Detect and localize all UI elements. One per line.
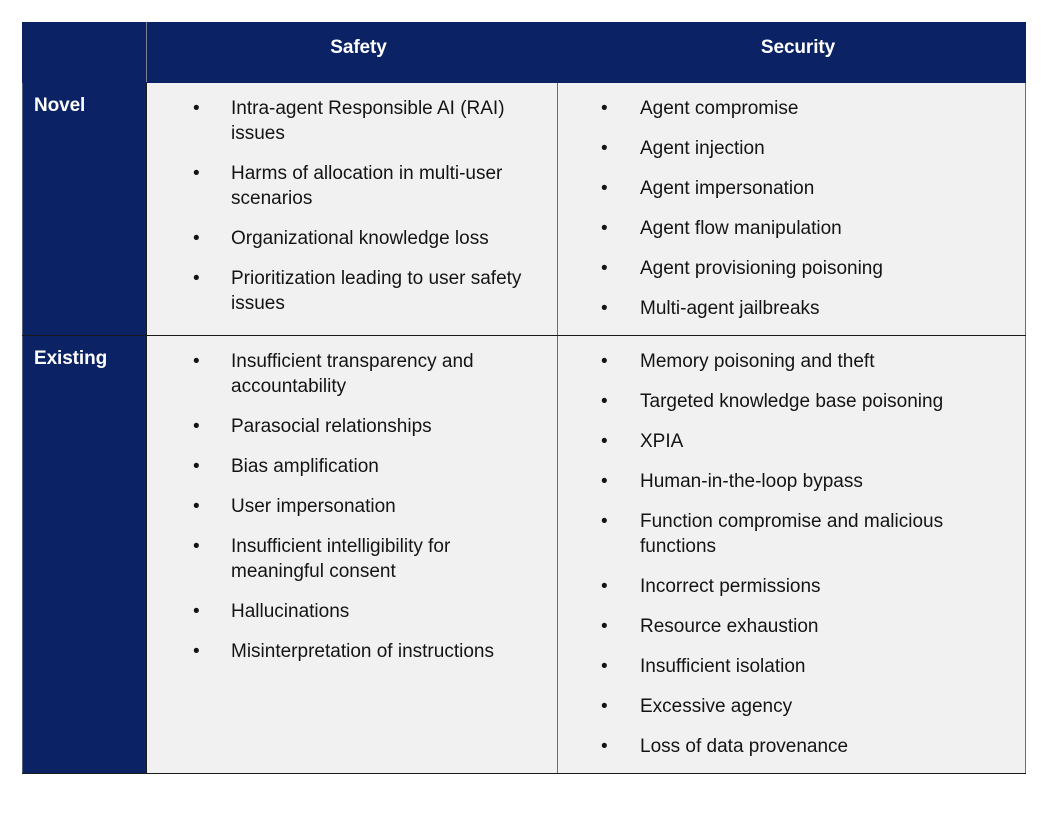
list-item [147, 599, 541, 624]
bullet-icon: • [601, 511, 608, 532]
header-cell-corner [23, 23, 147, 83]
list-item [147, 534, 541, 584]
list-item [558, 136, 1009, 161]
bullet-icon: • [601, 298, 608, 319]
list-item-label: Agent injection [640, 138, 765, 159]
list-item [147, 639, 541, 664]
bullet-icon: • [601, 576, 608, 597]
list-item [558, 256, 1009, 281]
list-item [558, 469, 1009, 494]
bullet-icon: • [601, 431, 608, 452]
list-item-label: Targeted knowledge base poisoning [640, 391, 944, 412]
list-item-label: Hallucinations [231, 601, 350, 622]
bullet-icon: • [601, 178, 608, 199]
bullet-icon: • [193, 416, 200, 437]
list-item-label: Human-in-the-loop bypass [640, 471, 863, 492]
list-item [558, 614, 1009, 639]
bullet-list-novel-security [558, 83, 1025, 335]
bullet-icon: • [193, 268, 200, 289]
cell-novel-safety [147, 83, 558, 336]
list-item-label: Excessive agency [640, 696, 793, 717]
cell-novel-security [558, 83, 1026, 336]
risk-taxonomy-table [22, 22, 1026, 774]
bullet-icon: • [601, 218, 608, 239]
header-label-safety: Safety [330, 37, 387, 58]
bullet-icon: • [193, 536, 200, 557]
list-item [558, 734, 1009, 759]
cell-existing-security [558, 336, 1026, 774]
list-item [147, 454, 541, 479]
row-label-existing: Existing [34, 348, 108, 369]
bullet-icon: • [193, 456, 200, 477]
list-item-label: Multi-agent jailbreaks [640, 298, 820, 319]
list-item-label: Agent impersonation [640, 178, 815, 199]
cell-existing-safety [147, 336, 558, 774]
header-row [23, 23, 1026, 83]
bullet-icon: • [193, 163, 200, 184]
bullet-icon: • [601, 616, 608, 637]
list-item-label: XPIA [640, 431, 684, 452]
table-body [23, 83, 1026, 774]
list-item [558, 96, 1009, 121]
list-item-label: Agent provisioning poisoning [640, 258, 883, 279]
list-item [147, 349, 541, 399]
header-cell-safety [147, 23, 558, 83]
list-item-label: Organizational knowledge loss [231, 228, 489, 249]
list-item-label: Memory poisoning and theft [640, 351, 875, 372]
list-item-label: User impersonation [231, 496, 396, 517]
list-item [147, 96, 541, 146]
header-label-corner [23, 23, 146, 37]
list-item-label: Intra-agent Responsible AI (RAI) issues [231, 98, 505, 144]
bullet-icon: • [601, 258, 608, 279]
list-item-label: Insufficient intelligibility for meaningful consent [231, 536, 451, 582]
row-label-cell-novel [23, 83, 147, 336]
list-item-label: Agent flow manipulation [640, 218, 842, 239]
bullet-icon: • [601, 696, 608, 717]
list-item-label: Agent compromise [640, 98, 799, 119]
list-item-label: Loss of data provenance [640, 736, 849, 757]
bullet-icon: • [193, 228, 200, 249]
list-item [558, 176, 1009, 201]
table-header [23, 23, 1026, 83]
bullet-icon: • [193, 351, 200, 372]
bullet-icon: • [193, 601, 200, 622]
bullet-icon: • [601, 98, 608, 119]
list-item-label: Prioritization leading to user safety issues [231, 268, 522, 314]
list-item [147, 161, 541, 211]
table-row-novel [23, 83, 1026, 336]
list-item [147, 494, 541, 519]
row-label-cell-existing [23, 336, 147, 774]
list-item-label: Misinterpretation of instructions [231, 641, 494, 662]
list-item [558, 694, 1009, 719]
list-item [147, 266, 541, 316]
bullet-icon: • [193, 496, 200, 517]
list-item-label: Bias amplification [231, 456, 379, 477]
list-item-label: Harms of allocation in multi-user scenarios [231, 163, 503, 209]
list-item-label: Insufficient isolation [640, 656, 806, 677]
header-label-security: Security [760, 37, 836, 58]
list-item [147, 414, 541, 439]
list-item-label: Function compromise and malicious functions [640, 511, 944, 557]
list-item-label: Parasocial relationships [231, 416, 432, 437]
header-cell-security [558, 23, 1026, 83]
list-item [558, 216, 1009, 241]
list-item [558, 296, 1009, 321]
bullet-list-existing-safety [147, 336, 557, 678]
bullet-list-existing-security [558, 336, 1025, 773]
list-item-label: Insufficient transparency and accountability [231, 351, 474, 397]
bullet-icon: • [601, 391, 608, 412]
bullet-icon: • [601, 736, 608, 757]
bullet-icon: • [193, 98, 200, 119]
bullet-icon: • [601, 138, 608, 159]
bullet-list-novel-safety [147, 83, 557, 330]
bullet-icon: • [601, 351, 608, 372]
table-row-existing [23, 336, 1026, 774]
list-item [558, 509, 1009, 559]
list-item [558, 574, 1009, 599]
list-item [558, 349, 1009, 374]
list-item-label: Resource exhaustion [640, 616, 819, 637]
list-item [558, 389, 1009, 414]
list-item [558, 654, 1009, 679]
list-item [558, 429, 1009, 454]
list-item [147, 226, 541, 251]
row-label-novel: Novel [34, 95, 86, 116]
list-item-label: Incorrect permissions [640, 576, 821, 597]
bullet-icon: • [193, 641, 200, 662]
bullet-icon: • [601, 656, 608, 677]
bullet-icon: • [601, 471, 608, 492]
